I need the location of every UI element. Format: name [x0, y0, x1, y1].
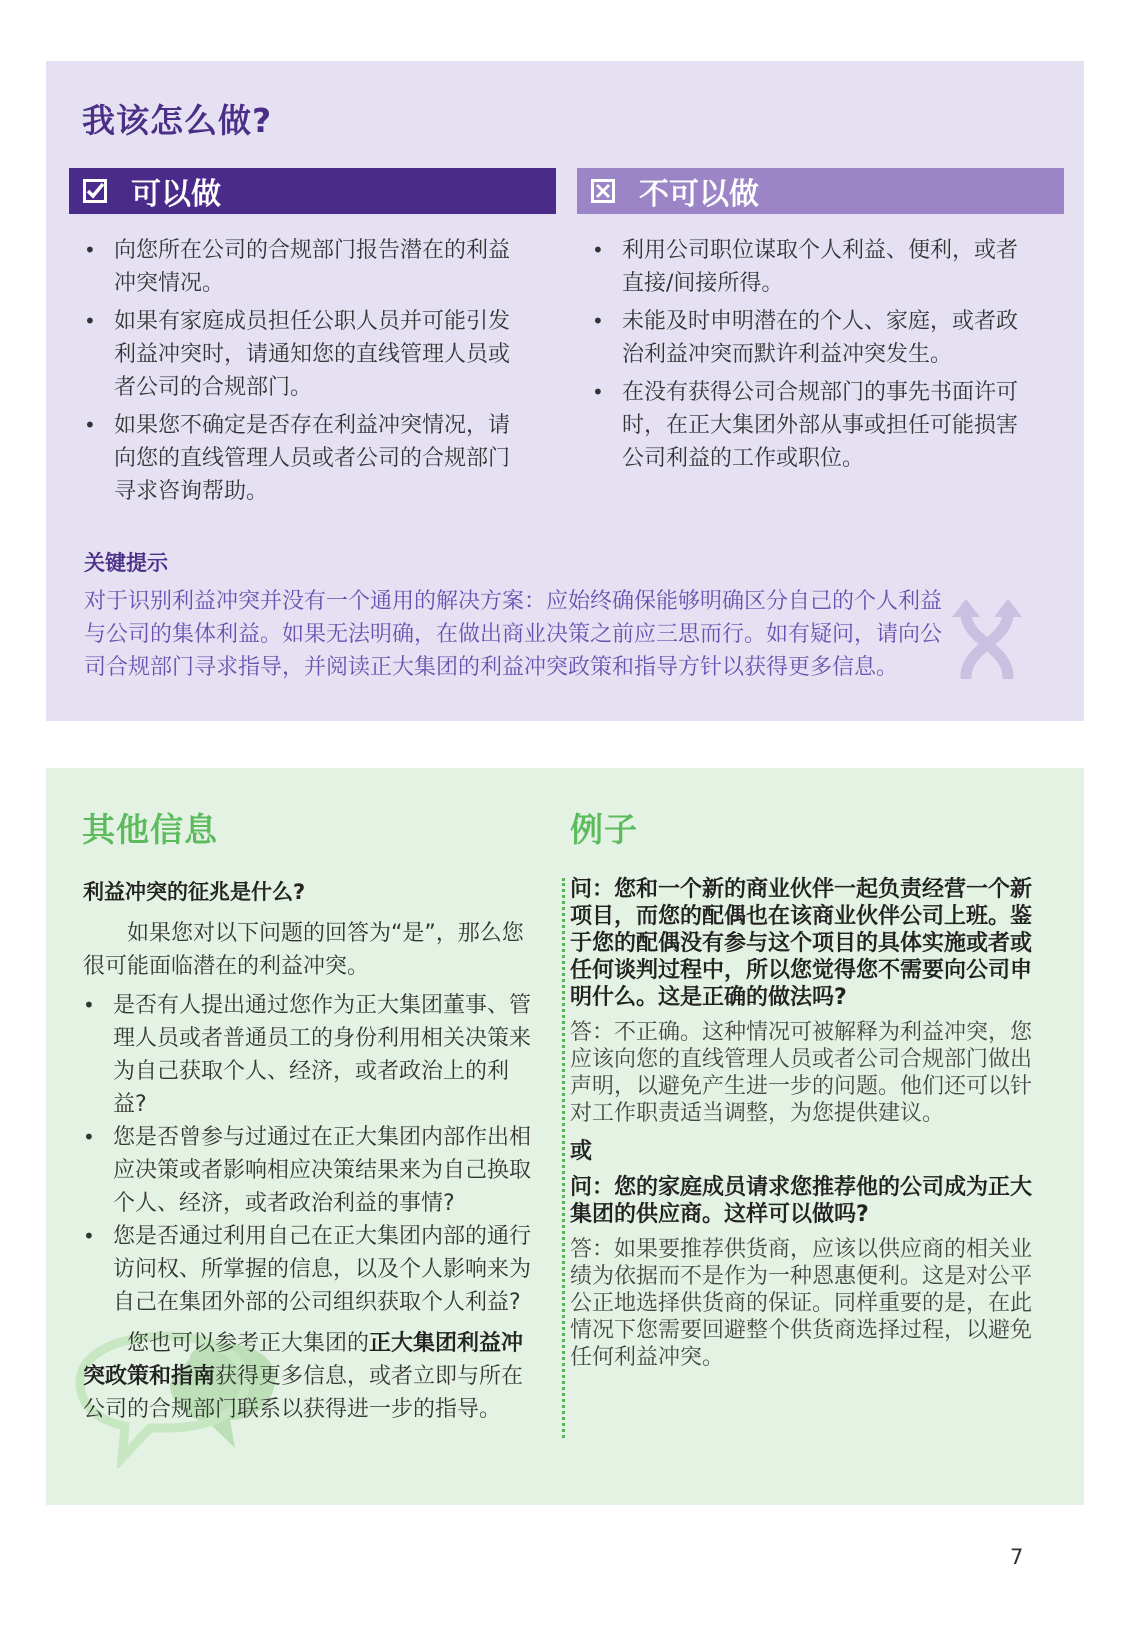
do-label: 可以做: [131, 177, 221, 212]
what-to-do-panel: [46, 61, 1084, 721]
page-number: 7: [1010, 1545, 1024, 1569]
other-info-title: 其他信息: [82, 810, 218, 849]
policy-name: 正大集团利益冲突政策和指南: [83, 1331, 524, 1389]
example-title: 例子: [570, 810, 638, 849]
outro-text: 您也可以参考正大集团的: [127, 1331, 370, 1356]
list-item: • 未能及时申明潜在的个人、家庭，或者政治利益冲突而默许利益冲突发生。: [592, 305, 1038, 371]
checkbox-checked-icon: [83, 179, 107, 203]
checkbox-x-icon: [591, 179, 615, 203]
list-item: • 是否有人提出通过您作为正大集团董事、管理人员或者普通员工的身份利用相关决策来为自己获取个人、经济，或者政治上的利益?: [83, 989, 541, 1121]
column-divider: [562, 878, 565, 1438]
list-item: • 如果您不确定是否存在利益冲突情况，请向您的直线管理人员或者公司的合规部门寻求咨询帮助。: [84, 409, 524, 508]
other-info-column: [83, 876, 541, 1426]
or-separator: 或: [570, 1139, 593, 1164]
list-item: • 利用公司职位谋取个人利益、便利，或者直接/间接所得。: [592, 234, 1038, 300]
key-tip-text: 对于识别利益冲突并没有一个通用的解决方案：应始终确保能够明确区分自己的个人利益与公司的集体利益。如果无法明确，在做出商业决策之前应三思而行。如有疑问，请向公司合规部门寻求指导，并阅读正大集团的利益冲突政策和指导方针以获得更多信息。: [84, 589, 943, 680]
list-item: • 如果有家庭成员担任公职人员并可能引发利益冲突时，请通知您的直线管理人员或者公司的合规部门。: [84, 305, 524, 404]
do-list: [84, 234, 524, 513]
list-item: • 在没有获得公司合规部门的事先书面许可时，在正大集团外部从事或担任可能损害公司利益的工作或职位。: [592, 376, 1038, 475]
dont-header: [577, 168, 1064, 214]
outro-text: 获得更多信息，或者立即与所在公司的合规部门联系以获得进一步的指导。: [83, 1364, 524, 1422]
answer-2: 答：如果要推荐供货商，应该以供应商的相关业绩为依据而不是作为一种恩惠便利。这是对公平公正地选择供货商的保证。同样重要的是，在此情况下您需要回避整个供货商选择过程，以避免任何利益冲突。: [570, 1237, 1033, 1370]
list-item: • 您是否曾参与过通过在正大集团内部作出相应决策或者影响相应决策结果来为自己换取个人、经济，或者政治利益的事情?: [83, 1121, 541, 1220]
question-2: 问：您的家庭成员请求您推荐他的公司成为正大集团的供应商。这样可以做吗?: [570, 1175, 1033, 1227]
dont-list: [592, 234, 1038, 480]
do-header: [69, 168, 556, 214]
signs-intro: 如果您对以下问题的回答为“是”，那么您很可能面临潜在的利益冲突。: [83, 921, 524, 979]
section-title: 我该怎么做?: [82, 101, 273, 140]
swap-arrows-icon: [952, 599, 1022, 679]
signs-list: [83, 989, 541, 1319]
list-item: • 向您所在公司的合规部门报告潜在的利益冲突情况。: [84, 234, 524, 300]
dont-label: 不可以做: [639, 177, 759, 212]
list-item: • 您是否通过利用自己在正大集团内部的通行访问权、所掌握的信息，以及个人影响来为自己在集团外部的公司组织获取个人利益?: [83, 1220, 541, 1319]
signs-heading: 利益冲突的征兆是什么?: [83, 880, 306, 904]
examples-column: [570, 876, 1040, 1371]
key-tip-title: 关键提示: [84, 551, 168, 575]
more-info-panel: [46, 768, 1084, 1505]
question-1: 问：您和一个新的商业伙伴一起负责经营一个新项目，而您的配偶也在该商业伙伴公司上班。鉴于您的配偶没有参与这个项目的具体实施或者或任何谈判过程中，所以您觉得您不需要向公司申明什么。这是正确的做法吗?: [570, 877, 1033, 1010]
outro-paragraph: [83, 1327, 541, 1426]
answer-1: 答：不正确。这种情况可被解释为利益冲突，您应该向您的直线管理人员或者公司合规部门做出声明，以避免产生进一步的问题。他们还可以针对工作职责适当调整，为您提供建议。: [570, 1020, 1033, 1126]
